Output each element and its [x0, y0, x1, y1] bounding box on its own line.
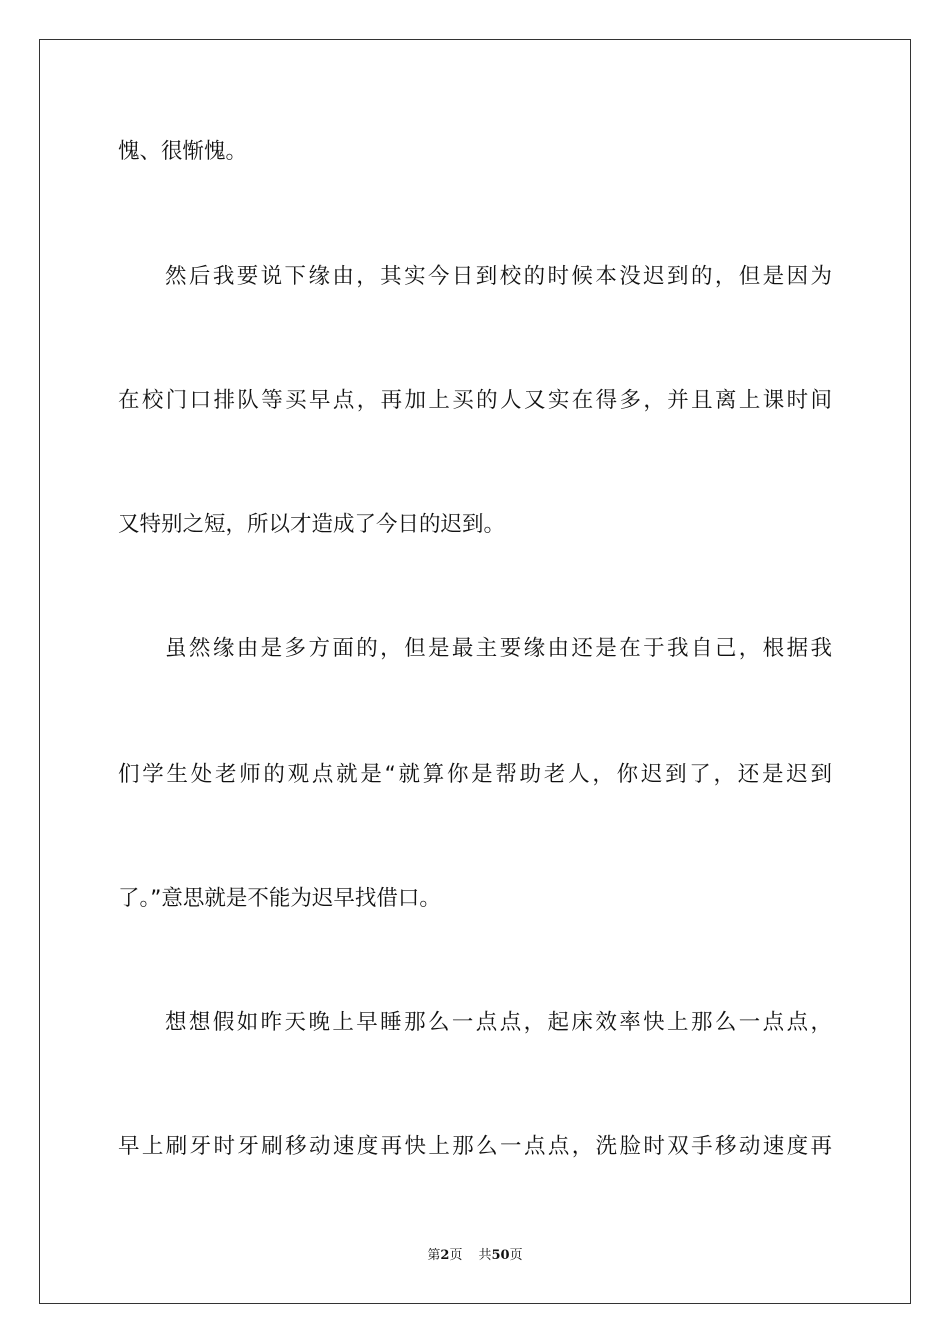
text-line-1: 愧、很惭愧。	[118, 139, 248, 164]
page-suffix: 页	[449, 1248, 463, 1263]
text-line-7: 了。”意思就是不能为迟早找借口。	[118, 886, 441, 911]
text-line-3: 在校门口排队等买早点，再加上买的人又实在得多，并且离上课时间	[118, 388, 832, 413]
text-line-6: 们学生处老师的观点就是“就算你是帮助老人，你迟到了，还是迟到	[118, 762, 832, 787]
text-line-4: 又特别之短，所以才造成了今日的迟到。	[118, 512, 506, 537]
text-line-5: 虽然缘由是多方面的，但是最主要缘由还是在于我自己，根据我	[165, 636, 832, 661]
total-suffix: 页	[509, 1248, 523, 1263]
text-line-8: 想想假如昨天晚上早睡那么一点点，起床效率快上那么一点点，	[165, 1010, 832, 1035]
total-pages: 50	[491, 1248, 510, 1263]
page-number: 2	[440, 1248, 450, 1263]
page-footer	[0, 1247, 950, 1265]
page-border	[39, 39, 911, 1304]
page-prefix: 第	[427, 1248, 441, 1263]
total-prefix: 共	[478, 1248, 492, 1263]
text-line-2: 然后我要说下缘由，其实今日到校的时候本没迟到的，但是因为	[165, 264, 832, 289]
text-line-9: 早上刷牙时牙刷移动速度再快上那么一点点，洗脸时双手移动速度再	[118, 1134, 832, 1159]
